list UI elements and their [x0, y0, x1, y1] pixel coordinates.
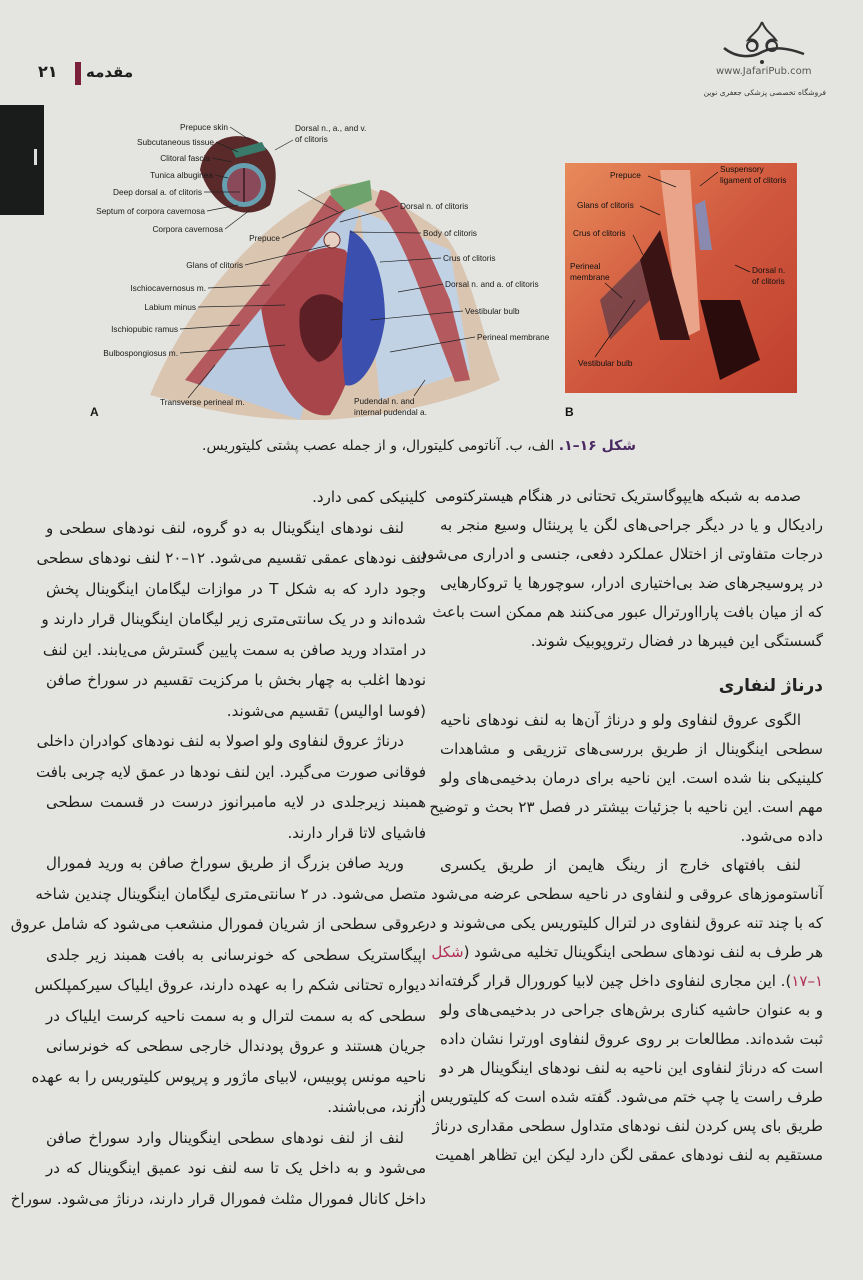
- figure-caption: [200, 438, 636, 454]
- text-line: [429, 793, 823, 822]
- text-line: [46, 1123, 426, 1154]
- text-line: [46, 940, 426, 971]
- label-b-prepuce: Prepuce: [610, 170, 641, 180]
- text-line: [10, 1184, 426, 1215]
- text-line: [46, 665, 426, 696]
- text-line: [42, 635, 426, 666]
- line-text: همبند زیرجلدی در لایه مامبرانوز درست در قسمت سطحی: [46, 793, 426, 811]
- text-line: [440, 569, 823, 598]
- line-text: ثبت شده‌اند. مطالعات بر روی عروق لنفاوی اورترا نشان داده: [440, 1030, 823, 1048]
- text-line: [34, 970, 426, 1001]
- line-text: لنف از لنف نودهای سطحی اینگوینال وارد سوراخ صافن: [46, 1128, 404, 1147]
- label-b-suspensory-1: Suspensory: [720, 164, 764, 174]
- panel-label-b: B: [565, 405, 574, 419]
- publisher-url: www.JafariPub.com: [716, 66, 812, 77]
- line-text: لنف نودهای اینگوینال به دو گروه، لنف نودهای سطحی و: [46, 518, 404, 537]
- publisher-store-name: فروشگاه تخصصی پزشکی جعفری نوین: [703, 88, 826, 97]
- line-text: متصل می‌شود. در ۲ سانتی‌متری لیگامان اینگوینال چندین شاخه: [35, 884, 426, 903]
- figure-anatomy: [0, 0, 863, 430]
- label-ischiocavernosus: Ischiocavernosus m.: [130, 283, 206, 293]
- text-line: [440, 511, 823, 540]
- line-text: طرف راست یا چپ ختم می‌شود. گفته شده است که کلیتوریس از: [414, 1088, 823, 1106]
- text-line: [440, 735, 823, 764]
- line-text: که با چند تنه عروق لنفاوی در لترال کلیتوریس یکی می‌شوند و در: [422, 914, 823, 932]
- label-dorsal-na: Dorsal n. and a. of clitoris: [445, 279, 539, 289]
- line-text: (فوسا اوالیس) تقسیم می‌شوند.: [226, 701, 426, 720]
- caption-label: شکل ۱۶–۱.: [558, 438, 636, 454]
- label-clitoral-fascia: Clitoral fascia: [160, 153, 210, 163]
- text-line: [434, 482, 823, 511]
- label-bulbospongiosus: Bulbospongiosus m.: [103, 348, 178, 358]
- label-deep-dorsal: Deep dorsal a. of clitoris: [112, 187, 202, 197]
- text-line: [422, 909, 823, 938]
- chapter-title: مقدمه: [86, 63, 134, 81]
- figure-reference-link[interactable]: ۱–۱۷: [791, 972, 823, 990]
- label-pudendal-2: internal pudendal a.: [354, 407, 427, 417]
- label-ischiopubic: Ischiopubic ramus: [111, 324, 178, 334]
- label-transverse: Transverse perineal m.: [160, 397, 245, 407]
- line-text: عروقی سطحی از شریان فمورال منشعب می‌شود که شامل عروق: [10, 915, 426, 933]
- text-line: [46, 818, 426, 849]
- label-prepuce: Prepuce: [249, 233, 280, 243]
- label-b-vestibular: Vestibular bulb: [578, 358, 633, 368]
- figure-reference-link[interactable]: شکل: [431, 943, 464, 961]
- text-line: [440, 851, 823, 880]
- line-text: می‌شود و به داخل یک تا سه لنف نود عمیق اینگوینال که در: [46, 1159, 426, 1177]
- label-b-perineal-1: Perineal: [570, 261, 601, 271]
- line-text: فاشیای لاتا قرار دارند.: [287, 823, 426, 842]
- text-line: [41, 604, 426, 635]
- line-text: داخل کانال فمورال مثلث فمورال قرار دارند، درناژ می‌شود. سوراخ: [10, 1189, 426, 1208]
- text-line: [415, 540, 823, 569]
- text-line: [46, 513, 426, 544]
- text-line: [46, 787, 426, 818]
- line-text: سطحی اینگوینال از طریق بررسی‌های تزریقی و مشاهدات: [440, 740, 823, 758]
- label-prepuce-skin: Prepuce skin: [180, 122, 228, 132]
- line-text: ). این مجاری لنفاوی داخل چین لابیا کورورال قرار گرفته‌اند: [428, 972, 792, 990]
- line-text: درجات متفاوتی از اختلال عملکرد دفعی، جنسی و ادراری می‌شود.: [415, 545, 823, 563]
- page-number: ۲۱: [38, 62, 58, 81]
- label-crus: Crus of clitoris: [443, 253, 496, 263]
- label-tunica: Tunica albuginea: [150, 170, 213, 180]
- text-line: [46, 696, 426, 727]
- line-text: لنف بافتهای خارج از رینگ هایمن از طریق یکسری: [440, 856, 801, 874]
- label-corpora: Corpora cavernosa: [152, 224, 223, 234]
- line-text: آناستوموزهای عروقی و لنفاوی در ناحیه سطحی عرضه می‌شود: [431, 885, 823, 903]
- label-b-suspensory-2: ligament of clitoris: [720, 175, 787, 185]
- text-line: [36, 543, 426, 574]
- line-text: اپیگاستریک سطحی که خونرسانی به بافت همبند زیر جلدی: [46, 945, 426, 964]
- text-line: [440, 764, 823, 793]
- line-text: درناژ عروق لنفاوی ولو اصولا به لنف نودهای کوادران داخلی: [36, 732, 404, 750]
- panel-label-a: A: [90, 405, 99, 419]
- label-dorsal-n: Dorsal n. of clitoris: [400, 201, 469, 211]
- text-line: [432, 598, 823, 627]
- text-line: [46, 1031, 426, 1062]
- line-text: است که درناژ لنفاوی این ناحیه به لنف نودهای اینگوینال هر دو: [440, 1059, 823, 1077]
- line-text: ناحیه مونس پوبیس، لابیای ماژور و پرپوس کلیتوریس را به عهده: [31, 1067, 426, 1086]
- line-text: کلینیکی بنا شده است. این ناحیه برای درمان بدخیمی‌های ولو: [440, 769, 823, 787]
- text-line: [46, 1001, 426, 1032]
- line-text: هر طرف به لنف نودهای سطحی اینگوینال تخلیه می‌شود (: [463, 943, 823, 961]
- label-septum: Septum of corpora cavernosa: [96, 206, 205, 216]
- text-line: [46, 482, 426, 513]
- text-line: [431, 938, 823, 967]
- text-column-right: [414, 482, 823, 1170]
- line-text: و به عنوان حاشیه کناری برش‌های جراحی در بدخیمی‌های ولو: [440, 1001, 823, 1019]
- text-line: [440, 996, 823, 1025]
- label-dnav-1: Dorsal n., a., and v.: [295, 123, 367, 133]
- label-perineal: Perineal membrane: [477, 332, 550, 342]
- text-line: [440, 822, 823, 851]
- line-text: مستقیم به لنف نودهای عمقی لگن دارد لیکن این تظاهر اهمیت: [435, 1146, 823, 1164]
- line-text: وجود دارد که به شکل T در موازات لیگامان اینگوینال پخش: [46, 579, 426, 598]
- line-text: که از میان بافت پارااورترال عبور می‌کنند هم ممکن است باعث: [432, 603, 823, 621]
- text-line: [440, 627, 823, 656]
- line-text: دارند، می‌باشند.: [327, 1098, 426, 1116]
- section-heading: درناژ لنفاری: [718, 676, 823, 696]
- text-line: [440, 1025, 823, 1054]
- label-b-crus: Crus of clitoris: [573, 228, 626, 238]
- text-line: [431, 880, 823, 909]
- line-text: در پروسیجرهای ضد بی‌اختیاری ادرار، سوچورها یا تروکارهایی: [440, 574, 823, 592]
- line-text: نودها اغلب به چهار بخش با مرکزیت تقسیم در سوراخ صافن: [46, 671, 426, 689]
- label-b-dorsal-2: of clitoris: [752, 276, 785, 286]
- line-text: ورید صافن بزرگ از طریق سوراخ صافن به ورید فمورال: [46, 854, 404, 872]
- line-text: لنف نودهای عمقی تقسیم می‌شود. ۱۲–۲۰ لنف نودهای سطحی: [36, 549, 426, 567]
- label-b-dorsal-1: Dorsal n.: [752, 265, 786, 275]
- line-text: کلینیکی کمی دارد.: [312, 488, 426, 506]
- text-line: [46, 1153, 426, 1184]
- text-line: [35, 879, 426, 910]
- label-glans: Glans of clitoris: [186, 260, 243, 270]
- text-line: [36, 726, 426, 757]
- line-text: جریان هستند و عروق پودندال خارجی سطحی که خونرسانی: [46, 1037, 426, 1055]
- line-text: صدمه به شبکه هایپوگاستریک تحتانی در هنگام هیسترکتومی: [434, 487, 801, 505]
- text-line: [414, 1083, 823, 1112]
- text-line: [435, 1141, 823, 1170]
- line-text: گسستگی این فیبرها در فضال رتروپوبیک شوند.: [530, 632, 823, 650]
- label-vestibular: Vestibular bulb: [465, 306, 520, 316]
- text-line: [440, 706, 823, 735]
- label-body: Body of clitoris: [423, 228, 477, 238]
- label-subcutaneous: Subcutaneous tissue: [136, 137, 214, 147]
- caption-text: الف، ب. آناتومی کلیتورال، و از جمله عصب پشتی کلیتوریس.: [202, 438, 559, 454]
- text-line: [46, 574, 426, 605]
- label-labium-minus: Labium minus: [144, 302, 196, 312]
- text-line: [440, 1054, 823, 1083]
- line-text: سطحی که به سمت لترال و به سمت ناحیه کرست ایلیاک در: [46, 1006, 426, 1025]
- text-line: [46, 1092, 426, 1123]
- line-text: مهم است. این ناحیه با جزئیات بیشتر در فصل ۲۳ بحث و توضیح: [429, 798, 823, 816]
- text-line: [428, 967, 823, 996]
- label-b-glans: Glans of clitoris: [577, 200, 634, 210]
- text-line: [46, 848, 426, 879]
- text-column-left: [10, 482, 426, 1214]
- line-text: فوقانی صورت می‌گیرد. این لنف نودها در عمق لایه چربی بافت: [36, 762, 426, 781]
- text-line: [31, 1062, 426, 1093]
- line-text: در امتداد ورید صافن به سمت پایین گسترش می‌یابند. این لنف: [42, 640, 426, 659]
- label-dnav-2: of clitoris: [295, 134, 328, 144]
- line-text: داده می‌شود.: [740, 827, 823, 845]
- line-text: شده‌اند و در یک سانتی‌متری زیر لیگامان اینگوینال قرار دارند و: [41, 610, 426, 628]
- line-text: دیواره تحتانی شکم را به عهده دارند، عروق ایلیاک سیرکمپلکس: [34, 976, 426, 994]
- text-line: [10, 909, 426, 940]
- label-b-perineal-2: membrane: [570, 272, 610, 282]
- line-text: طریق بای پس کردن لنف نودهای متداول سطحی مقداری درناژ: [432, 1117, 823, 1135]
- label-pudendal-1: Pudendal n. and: [354, 396, 415, 406]
- line-text: رادیکال و یا در دیگر جراحی‌های لگن یا پرینئال وسیع منجر به: [440, 516, 823, 534]
- line-text: الگوی عروق لنفاوی ولو و درناژ آن‌ها به لنف نودهای ناحیه: [440, 711, 801, 729]
- text-line: [432, 1112, 823, 1141]
- text-line: [36, 757, 426, 788]
